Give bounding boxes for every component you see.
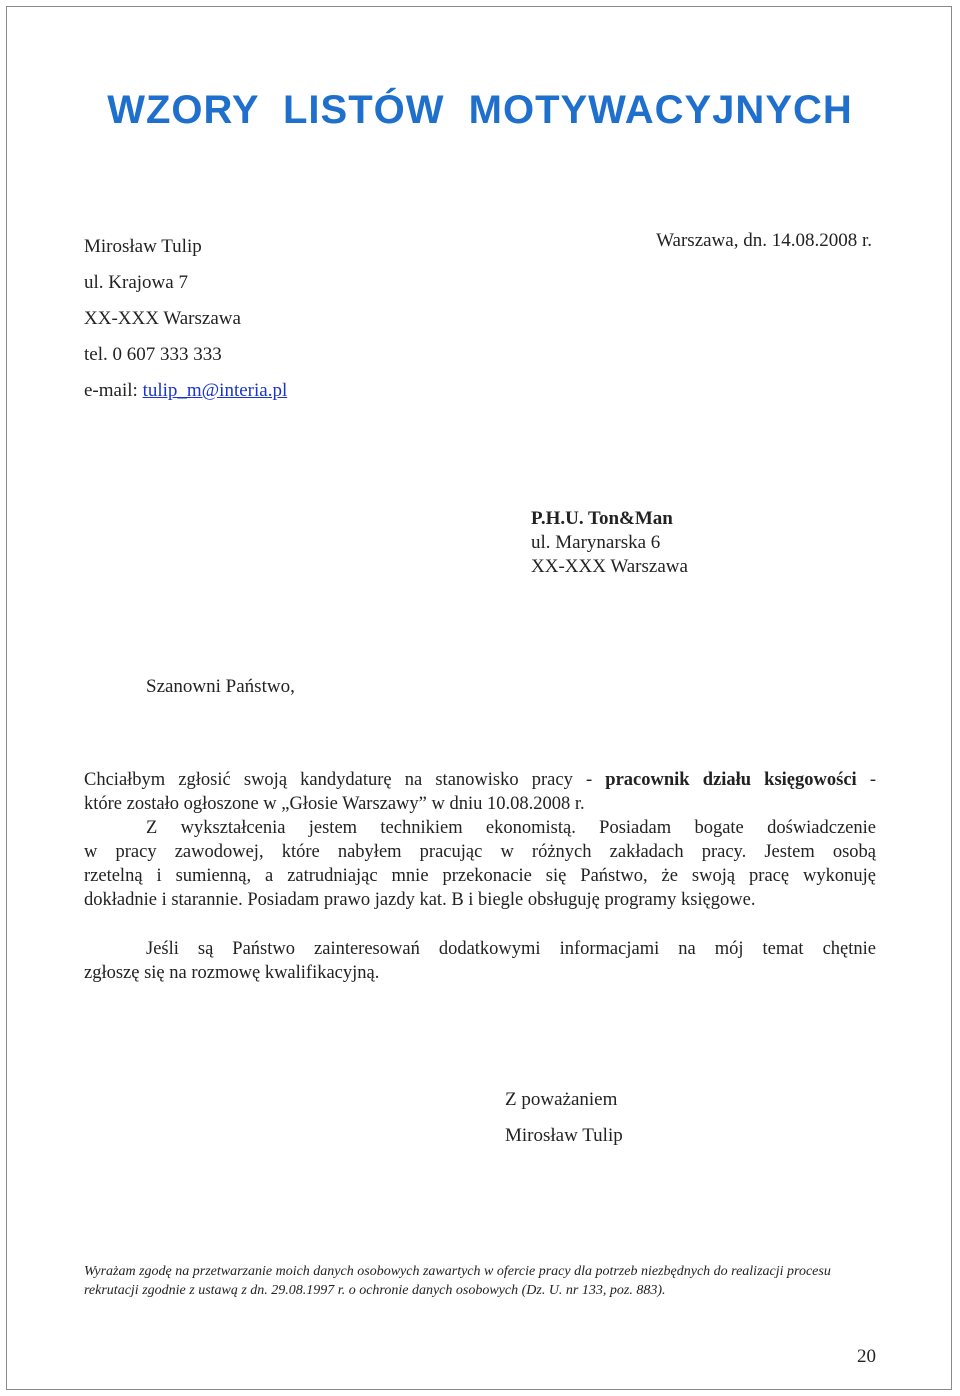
sender-email-line (84, 373, 287, 409)
recipient-street: ul. Marynarska 6 (531, 532, 661, 553)
paragraph-text: Chciałbym zgłosić swoją kandydaturę na stanowisko pracy - (84, 770, 606, 790)
paragraph-line: w pracy zawodowej, które nabyłem pracując w różnych zakładach pracy. Jestem osobą (84, 842, 876, 862)
paragraph-line (84, 768, 876, 792)
data-consent-clause: Wyrażam zgodę na przetwarzanie moich danych osobowych zawartych w ofercie pracy dla potrzeb niezbędnych do realizacji procesu rekrutacji zgodnie z ustawą z dn. 29.08.1997 r. o ochronie danych osobowych (Dz. U. nr 133, poz. 883). (84, 1264, 831, 1298)
closing-block (505, 1082, 623, 1154)
sender-email-link[interactable]: tulip_m@interia.pl (142, 380, 288, 401)
sender-city: XX-XXX Warszawa (84, 308, 241, 329)
closing-regards: Z poważaniem (505, 1089, 618, 1110)
recipient-city: XX-XXX Warszawa (531, 556, 688, 577)
page-number: 20 (857, 1346, 876, 1367)
letter-date: Warszawa, dn. 14.08.2008 r. (656, 230, 872, 251)
greeting: Szanowni Państwo, (146, 676, 295, 697)
paragraph-closing (84, 937, 876, 985)
sender-email-label: e-mail: (84, 380, 143, 401)
recipient-block (531, 507, 688, 579)
sender-name: Mirosław Tulip (84, 236, 202, 257)
closing-signature: Mirosław Tulip (505, 1125, 623, 1146)
job-position: pracownik działu księgowości (605, 770, 857, 790)
sender-block (84, 229, 287, 409)
paragraph-line: Z wykształcenia jestem technikiem ekonomistą. Posiadam bogate doświadczenie (146, 818, 876, 838)
paragraph-line: zgłoszę się na rozmowę kwalifikacyjną. (84, 963, 380, 983)
recipient-company: P.H.U. Ton&Man (531, 508, 673, 529)
paragraph-main (84, 768, 876, 912)
paragraph-line: Jeśli są Państwo zainteresowań dodatkowymi informacjami na mój temat chętnie (146, 939, 876, 959)
paragraph-line: które zostało ogłoszone w „Głosie Warszawy” w dniu 10.08.2008 r. (84, 794, 585, 814)
sender-phone: tel. 0 607 333 333 (84, 344, 222, 365)
paragraph-line: dokładnie i starannie. Posiadam prawo jazdy kat. B i biegle obsługuję programy księgowe. (84, 890, 756, 910)
sender-street: ul. Krajowa 7 (84, 272, 188, 293)
page-title: WZORY LISTÓW MOTYWACYJNYCH (107, 88, 853, 132)
paragraph-text: - (856, 770, 876, 790)
paragraph-line: rzetelną i sumienną, a zatrudniając mnie przekonacie się Państwo, że swoją pracę wykonuję (84, 866, 876, 886)
page-border (6, 6, 952, 1390)
